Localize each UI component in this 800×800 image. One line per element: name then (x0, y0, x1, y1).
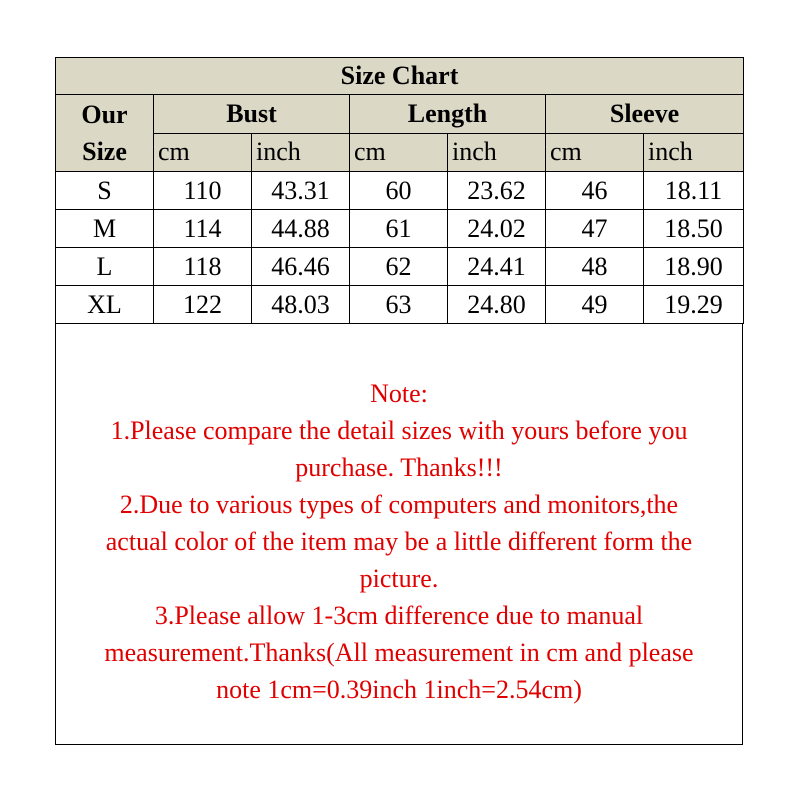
table-row (56, 286, 744, 324)
note-line: purchase. Thanks!!! (295, 453, 503, 482)
unit-cell: cm (154, 133, 252, 172)
value-cell: 48 (546, 248, 644, 286)
unit-cell: cm (546, 133, 644, 172)
size-chart-table (55, 57, 744, 324)
unit-cell: inch (448, 133, 546, 172)
table-row (56, 210, 744, 248)
value-cell: 18.11 (644, 172, 744, 210)
value-cell: 60 (350, 172, 448, 210)
note-line: 1.Please compare the detail sizes with yours before you (110, 416, 688, 445)
value-cell: 24.80 (448, 286, 546, 324)
value-cell: 118 (154, 248, 252, 286)
note-line: actual color of the item may be a little different form the (105, 527, 693, 556)
size-header-line-2: Size (82, 137, 127, 166)
value-cell: 18.90 (644, 248, 744, 286)
unit-cell: inch (644, 133, 744, 172)
value-cell: 47 (546, 210, 644, 248)
value-cell: 46.46 (252, 248, 350, 286)
value-cell: 24.41 (448, 248, 546, 286)
note-line: 3.Please allow 1-3cm difference due to manual (154, 601, 644, 630)
value-cell: 24.02 (448, 210, 546, 248)
value-cell: 44.88 (252, 210, 350, 248)
table-row (56, 248, 744, 286)
value-cell: 114 (154, 210, 252, 248)
size-header-line-1: Our (81, 100, 128, 129)
value-cell: 43.31 (252, 172, 350, 210)
unit-cell: cm (350, 133, 448, 172)
note-line: 2.Due to various types of computers and monitors,the (119, 490, 679, 519)
value-cell: 61 (350, 210, 448, 248)
length-header: Length (350, 95, 546, 134)
value-cell: 46 (546, 172, 644, 210)
size-cell: XL (56, 286, 154, 324)
sleeve-header: Sleeve (546, 95, 744, 134)
note-heading: Note: (370, 379, 428, 408)
value-cell: 62 (350, 248, 448, 286)
value-cell: 19.29 (644, 286, 744, 324)
size-cell: L (56, 248, 154, 286)
table-row (56, 172, 744, 210)
value-cell: 110 (154, 172, 252, 210)
notes-box (55, 323, 743, 745)
size-cell: M (56, 210, 154, 248)
value-cell: 49 (546, 286, 644, 324)
size-column-header (56, 95, 154, 172)
note-line: measurement.Thanks(All measurement in cm and please (104, 638, 694, 667)
bust-header: Bust (154, 95, 350, 134)
table-title: Size Chart (56, 58, 744, 95)
note-line: picture. (359, 564, 439, 593)
size-cell: S (56, 172, 154, 210)
value-cell: 23.62 (448, 172, 546, 210)
value-cell: 122 (154, 286, 252, 324)
value-cell: 63 (350, 286, 448, 324)
value-cell: 18.50 (644, 210, 744, 248)
note-line: note 1cm=0.39inch 1inch=2.54cm) (216, 675, 582, 704)
unit-cell: inch (252, 133, 350, 172)
value-cell: 48.03 (252, 286, 350, 324)
